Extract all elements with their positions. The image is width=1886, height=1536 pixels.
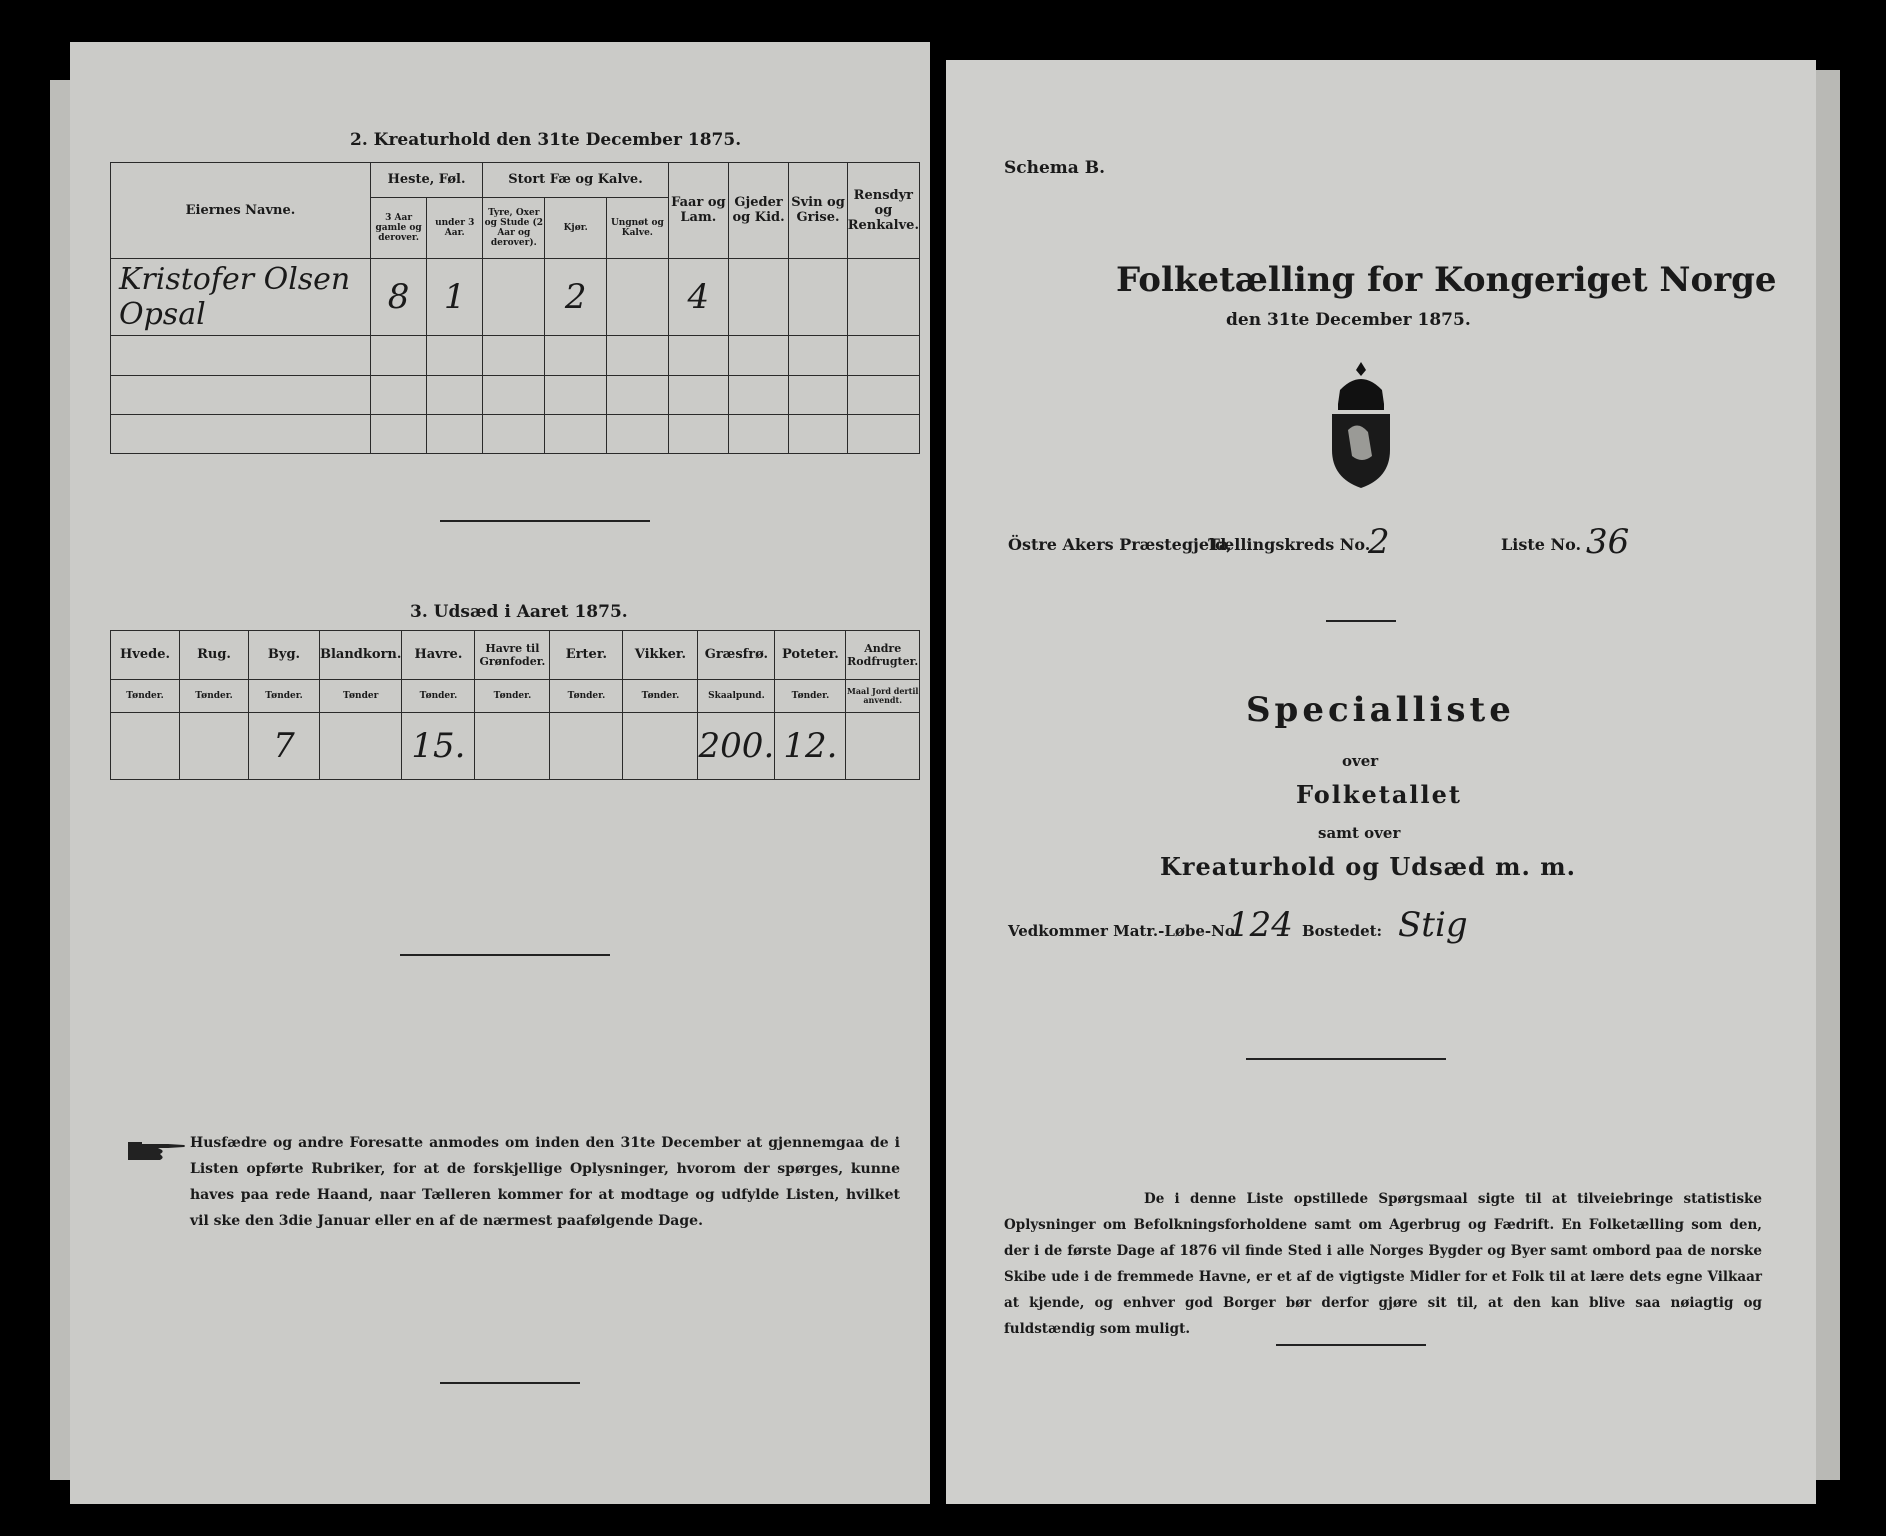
- section2-title: 2. Kreaturhold den 31te December 1875.: [350, 130, 742, 150]
- coat-of-arms-icon: [1326, 360, 1396, 490]
- table-row: [111, 414, 920, 453]
- seed-unit: Tønder.: [111, 679, 180, 712]
- storfe-ungnot-cell: [606, 258, 668, 335]
- divider: [440, 520, 650, 522]
- heste-header: Heste, Føl.: [370, 163, 482, 198]
- seed-value: [475, 713, 550, 780]
- section3-title: 3. Udsæd i Aaret 1875.: [410, 602, 628, 622]
- seed-table: [110, 630, 920, 780]
- seed-value: 12.: [775, 713, 846, 780]
- seed-value: 200.: [698, 713, 775, 780]
- seed-header-poteter: Poteter.: [775, 631, 846, 680]
- divider: [440, 1382, 580, 1384]
- bostedet-label: Bostedet:: [1302, 922, 1383, 940]
- seed-value: 7: [249, 713, 320, 780]
- seed-header-graesfro: Græsfrø.: [698, 631, 775, 680]
- storfe-ungnot-header: Ungnøt og Kalve.: [606, 197, 668, 258]
- seed-value: [550, 713, 623, 780]
- seed-header-erter: Erter.: [550, 631, 623, 680]
- liste-value: 36: [1586, 522, 1630, 562]
- storfe-header: Stort Fæ og Kalve.: [483, 163, 669, 198]
- seed-value: 15.: [402, 713, 475, 780]
- seed-unit: Tønder.: [775, 679, 846, 712]
- seed-header-havre: Havre.: [402, 631, 475, 680]
- seed-value: [846, 713, 920, 780]
- seed-unit: Tønder.: [550, 679, 623, 712]
- kreds-label: Tællingskreds No.: [1208, 535, 1371, 554]
- info-paragraph: De i denne Liste opstillede Spørgsmaal sigte til at tilveiebringe statistiske Oplysninger om Befolkningsforholdene samt om Agerbrug og Fædrift. En Folketælling som den, der i de første Dage af 1876 vil finde Sted i alle Norges Bygder og Byer samt ombord paa de norske Skibe ude i de fremmede Havne, er et af de vigtigste Midler for et Folk til at lære dets egne Vilkaar at kjende, og enhver god Borger bør derfor gjøre sit til, at den kan blive saa nøiagtig og fuldstændig som muligt.: [1004, 1191, 1762, 1337]
- faar-cell: 4: [668, 258, 728, 335]
- seed-value: [623, 713, 698, 780]
- seed-value: [320, 713, 402, 780]
- kreds-value: 2: [1368, 522, 1390, 562]
- seed-value: [111, 713, 180, 780]
- seed-unit: Tønder.: [623, 679, 698, 712]
- storfe-kjor-header: Kjør.: [545, 197, 606, 258]
- specialliste-title: Specialliste: [1246, 690, 1515, 730]
- seed-header-byg: Byg.: [249, 631, 320, 680]
- schema-label: Schema B.: [1004, 158, 1106, 178]
- owner-cell: Kristofer Olsen Opsal: [111, 258, 371, 335]
- gjeder-cell: [728, 258, 789, 335]
- folketallet-text: Folketallet: [1296, 780, 1462, 809]
- seed-unit: Maal Jord dertil anvendt.: [846, 679, 920, 712]
- table-row: [111, 375, 920, 414]
- seed-unit: Tønder.: [249, 679, 320, 712]
- over-text: over: [1342, 752, 1379, 770]
- heste-old-cell: 8: [370, 258, 426, 335]
- gjeder-header: Gjeder og Kid.: [728, 163, 789, 259]
- seed-header-blandkorn: Blandkorn.: [320, 631, 402, 680]
- seed-header-rodfrugter: Andre Rodfrugter.: [846, 631, 920, 680]
- kreaturhold-text: Kreaturhold og Udsæd m. m.: [1160, 852, 1576, 881]
- form-title: Folketælling for Kongeriget Norge: [1116, 260, 1777, 300]
- storfe-tyre-header: Tyre, Oxer og Stude (2 Aar og derover).: [483, 197, 545, 258]
- bostedet-value: Stig: [1398, 905, 1468, 945]
- page-edge: [50, 80, 70, 1480]
- seed-header-vikker: Vikker.: [623, 631, 698, 680]
- divider: [400, 954, 610, 956]
- samt-over-text: samt over: [1318, 824, 1401, 842]
- storfe-tyre-cell: [483, 258, 545, 335]
- livestock-table: [110, 162, 920, 454]
- seed-header-hvede: Hvede.: [111, 631, 180, 680]
- liste-label: Liste No.: [1501, 535, 1582, 554]
- seed-unit: Tønder.: [180, 679, 249, 712]
- matr-label: Vedkommer Matr.-Løbe-No.: [1008, 922, 1240, 940]
- divider: [1326, 620, 1396, 622]
- seed-header-rug: Rug.: [180, 631, 249, 680]
- storfe-kjor-cell: 2: [545, 258, 606, 335]
- right-page: [946, 60, 1816, 1504]
- table-row: [111, 258, 920, 335]
- owner-header: Eiernes Navne.: [111, 163, 371, 259]
- page-edge: [1816, 70, 1840, 1480]
- seed-value: [180, 713, 249, 780]
- seed-unit: Tønder: [320, 679, 402, 712]
- notice-text: Husfædre og andre Foresatte anmodes om inden den 31te December at gjennemgaa de i Listen opførte Rubriker, for at de forskjellige Oplysninger, hvorom der spørges, kunne haves paa rede Haand, naar Tælleren kommer for at modtage og udfylde Listen, hvilket vil ske den 3die Januar eller en af de nærmest paafølgende Dage.: [190, 1135, 900, 1229]
- rensdyr-cell: [847, 258, 919, 335]
- table-row: [111, 336, 920, 375]
- matr-value: 124: [1228, 905, 1293, 945]
- heste-young-header: under 3 Aar.: [427, 197, 483, 258]
- seed-unit: Tønder.: [475, 679, 550, 712]
- divider: [1276, 1344, 1426, 1346]
- heste-young-cell: 1: [427, 258, 483, 335]
- prestegjeld-label: Östre Akers Præstegjeld,: [1008, 535, 1232, 554]
- seed-header-havre-gronfoder: Havre til Grønfoder.: [475, 631, 550, 680]
- form-date: den 31te December 1875.: [1226, 310, 1471, 330]
- svin-cell: [789, 258, 847, 335]
- rensdyr-header: Rensdyr og Renkalve.: [847, 163, 919, 259]
- heste-old-header: 3 Aar gamle og derover.: [370, 197, 426, 258]
- table-row: [111, 713, 920, 780]
- seed-unit: Tønder.: [402, 679, 475, 712]
- seed-unit: Skaalpund.: [698, 679, 775, 712]
- left-page: [70, 42, 930, 1504]
- divider: [1246, 1058, 1446, 1060]
- faar-header: Faar og Lam.: [668, 163, 728, 259]
- svin-header: Svin og Grise.: [789, 163, 847, 259]
- pointing-hand-icon: [128, 1138, 188, 1164]
